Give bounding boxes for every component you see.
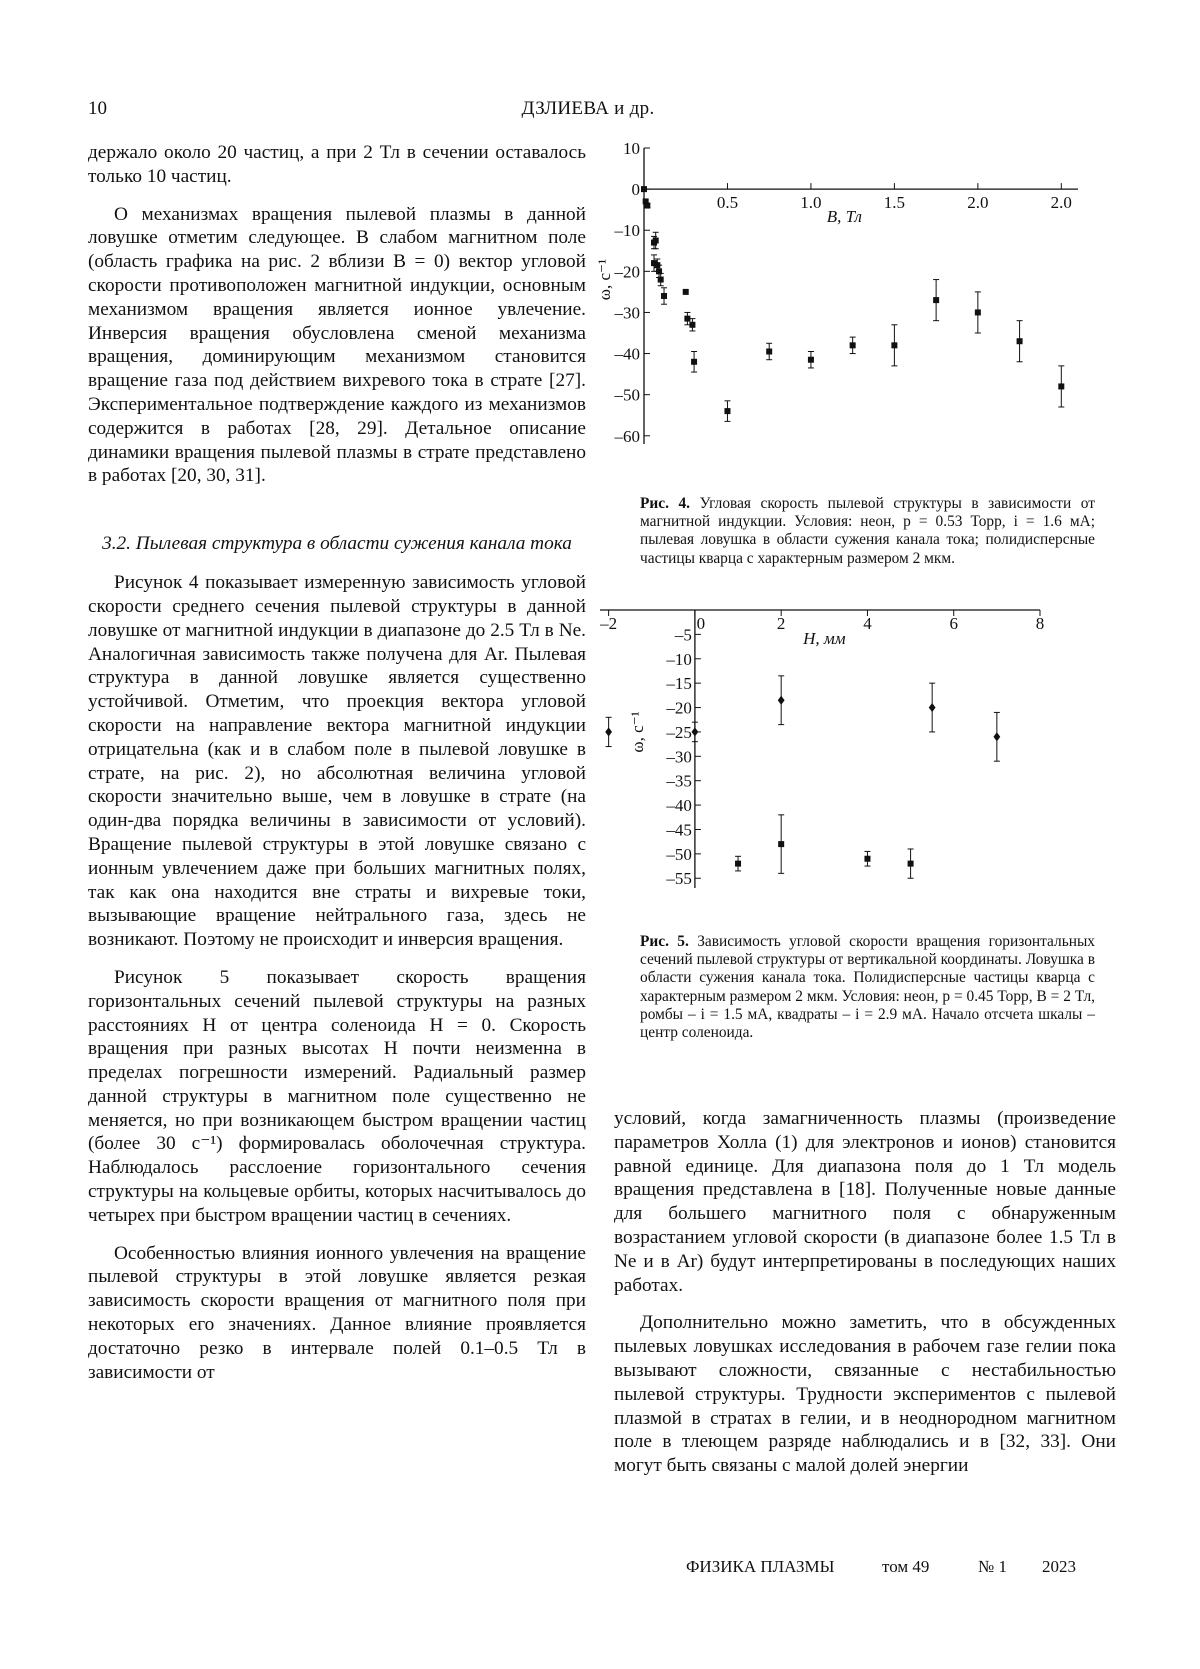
figure-4-chart	[595, 139, 1100, 480]
y-tick-label: –20	[614, 262, 640, 282]
paragraph: Дополнительно можно заметить, что в обсужденных пылевых ловушках исследования в рабочем газе гелии пока вызывают сложности, связанные с нестабильностью пылевой структуры. Трудности экспериментов с пылевой плазмой в стратах в гелии, и в неоднородном магнитном поле в тлеющем разряде наблюдались и в [32, 33]. Они могут быть связаны с малой долей энергии	[614, 1312, 1116, 1477]
data-point	[735, 861, 741, 867]
y-tick-label: 0	[631, 180, 640, 200]
x-tick-label: 4	[863, 614, 872, 633]
data-point	[1017, 338, 1023, 344]
paragraph: держало около 20 частиц, а при 2 Тл в сечении оставалось только 10 частиц.	[88, 142, 586, 187]
data-point	[766, 349, 772, 355]
figure-5-caption-label: Рис. 5.	[640, 933, 689, 950]
y-tick-label: –50	[614, 385, 640, 405]
x-axis-label: B, Тл	[826, 207, 862, 227]
data-point	[691, 359, 697, 365]
figure-4	[595, 139, 1100, 480]
data-point	[724, 408, 730, 414]
y-axis-label: ω, с⁻¹	[595, 258, 614, 301]
x-tick-label: 2	[776, 614, 786, 633]
data-point	[683, 289, 689, 295]
data-point	[644, 203, 650, 209]
data-point	[605, 727, 612, 736]
y-tick-label: –25	[666, 722, 692, 742]
y-tick-label: –40	[666, 796, 692, 816]
x-tick-label: 8	[1035, 614, 1045, 633]
y-tick-label: –15	[666, 674, 692, 694]
x-tick-label: 2.0	[1050, 193, 1072, 213]
data-point	[929, 703, 936, 712]
figure-4-caption-text: Угловая скорость пылевой структуры в зависимости от магнитной индукции. Условия: неон, p = 0.53 Торр, i = 1.6 мА; пылевая ловушка в области сужения канала тока; полидисперсные частицы кварца с характерным размером 2 мкм.	[640, 495, 1095, 567]
paragraph: условий, когда замагниченность плазмы (произведение параметров Холла (1) для электронов и ионов) становится равной единице. Для диапазона поля до 1 Тл модель вращения представлена в [18]. Полученные новые данные для большего магнитного поля с обнаруженным возрастанием угловой скорости (в диапазоне более 1.5 Тл в Ne и в Ar) будут интерпретированы в последующих наших работах.	[614, 1108, 1116, 1296]
y-tick-label: 10	[623, 139, 640, 158]
footer-journal: ФИЗИКА ПЛАЗМЫ	[686, 1557, 835, 1576]
figure-5-chart	[600, 600, 1100, 900]
paragraph: О механизмах вращения пылевой плазмы в данной ловушке отметим следующее. В слабом магнитном поле (область графика на рис. 2 вблизи B = 0) вектор угловой скорости противоположен магнитной индукции, основным механизмом вращения является ионное увлечение. Инверсия вращения обусловлена сменой механизма вращения, доминирующим механизмом становится вращение газа под действием вихревого тока в страте [27]. Экспериментальное подтверждение каждого из механизмов содержится в работах [28, 29]. Детальное описание динамики вращения пылевой плазмы в страте представлено в работах [20, 30, 31].	[88, 203, 586, 487]
y-tick-label: –45	[666, 820, 692, 840]
footer-volume: том 49	[882, 1557, 930, 1576]
footer-issue: № 1	[978, 1557, 1007, 1576]
x-tick-label: 6	[949, 614, 958, 633]
x-tick-label: 1.0	[800, 193, 822, 213]
y-tick-label: –60	[614, 426, 640, 446]
data-point	[1058, 383, 1064, 389]
data-point	[692, 727, 699, 736]
y-tick-label: –55	[666, 869, 692, 889]
section-heading: 3.2. Пылевая структура в области сужения канала тока	[102, 533, 572, 555]
data-point	[864, 856, 870, 862]
data-point	[933, 297, 939, 303]
footer-year: 2023	[1042, 1557, 1076, 1576]
data-point	[641, 186, 647, 192]
y-tick-label: –35	[666, 771, 692, 791]
data-point	[975, 309, 981, 315]
data-point	[689, 322, 695, 328]
y-tick-label: –30	[614, 303, 640, 323]
figure-4-caption-label: Рис. 4.	[640, 495, 691, 512]
data-point	[778, 696, 785, 705]
paragraph: Особенностью влияния ионного увлечения на вращение пылевой структуры в этой ловушке является резкая зависимость скорости вращения от магнитного поля при некоторых его значениях. Данное влияние проявляется достаточно резко в интервале полей 0.1–0.5 Тл в зависимости от	[88, 1242, 586, 1383]
right-column	[614, 1107, 1116, 1492]
left-column	[88, 141, 586, 1398]
data-point	[653, 238, 659, 244]
paragraph: Рисунок 5 показывает скорость вращения горизонтальных сечений пылевой структуры на разных расстояниях H от центра соленоида H = 0. Скорость вращения при разных высотах H почти неизменна в пределах погрешности измерений. Радиальный размер данной структуры в магнитном поле существенно не меняется, но при возникающем быстром вращении частиц (более 30 с⁻¹) формировалась оболочечная структура. Наблюдалось расслоение горизонтального сечения структуры на кольцевые орбиты, которых насчитывалось до четырех при быстром вращении частиц в сечениях.	[88, 966, 586, 1226]
y-tick-label: –50	[666, 844, 692, 864]
x-tick-label: –2	[600, 614, 618, 633]
y-tick-label: –10	[614, 221, 640, 241]
page-header	[88, 98, 1088, 124]
y-tick-label: –10	[666, 649, 692, 669]
data-point	[850, 342, 856, 348]
data-point	[658, 277, 664, 283]
x-tick-label: 0.5	[716, 193, 739, 213]
data-point	[993, 732, 1000, 741]
y-tick-label: –40	[614, 344, 640, 364]
y-tick-label: –20	[666, 698, 692, 718]
data-point	[808, 357, 814, 363]
y-tick-label: –5	[674, 625, 692, 645]
data-point	[891, 342, 897, 348]
running-title: ДЗЛИЕВА и др.	[521, 98, 655, 119]
page-number: 10	[88, 98, 107, 119]
data-point	[908, 861, 914, 867]
y-axis-label: ω, с⁻¹	[627, 711, 647, 753]
paragraph: Рисунок 4 показывает измеренную зависимость угловой скорости среднего сечения пылевой структуры в данной ловушке от магнитной индукции в диапазоне до 2.5 Тл в Ne. Аналогичная зависимость также получена для Ar. Пылевая структура в данной ловушке является существенно устойчивой. Отметим, что проекция вектора угловой скорости на направление вектора магнитной индукции отрицательна (как и в слабом поле в пылевой ловушке в страте, на рис. 2), но абсолютная величина угловой скорости значительно выше, чем в ловушке в страте (на один-два порядка величины в зависимости от условий). Вращение пылевой структуры в этой ловушке связано с ионным увлечением даже при больших магнитных полях, так как она находится вне страты и вихревые токи, вызывающие вращение нейтрального газа, здесь не возникают. Поэтому не происходит и инверсия вращения.	[88, 572, 586, 951]
x-axis-label: H, мм	[803, 629, 846, 648]
y-tick-label: –30	[666, 747, 692, 767]
data-point	[661, 293, 667, 299]
figure-5-caption	[640, 933, 1095, 1042]
figure-4-caption	[640, 495, 1095, 568]
page-footer	[686, 1557, 1106, 1581]
data-point	[778, 841, 784, 847]
figure-5-caption-text: Зависимость угловой скорости вращения горизонтальных сечений пылевой структуры от вертикальной координаты. Ловушка в области сужения канала тока. Полидисперсные частицы кварца с характерным размером 2 мкм. Условия: неон, p = 0.45 Торр, B = 2 Тл, ромбы – i = 1.5 мА, квадраты – i = 2.9 мА. Начало отсчета шкалы – центр соленоида.	[640, 933, 1095, 1042]
x-tick-label: 0	[696, 614, 706, 633]
x-tick-label: 1.5	[883, 193, 906, 213]
x-tick-label: 2.0	[967, 193, 989, 213]
figure-5	[600, 600, 1100, 900]
